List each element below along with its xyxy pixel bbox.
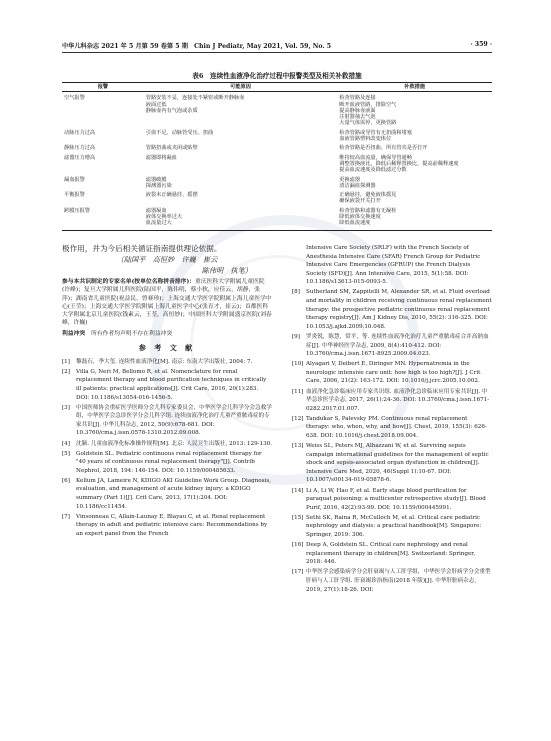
reference-item: [62, 513, 272, 539]
remedy-line: 更换滤器: [339, 176, 361, 183]
reference-number: [11]: [292, 388, 304, 395]
reference-text: Sethi SK, Raina R, McCulloch M, et al. Critical care pediatric nephrology and dialysis: a practical handbook[M]. Singapore: Springer, 2019: 306.: [306, 514, 482, 538]
references-list-left: [62, 358, 272, 539]
coi-label: 利益冲突: [62, 330, 86, 337]
reference-text: 罗炎锐，陈慧，常平，等. 连续性血液净化治疗儿童严重脓毒症合并高钠血症[J]. 中华神经医学杂志, 2009, 8(4):410-412. DOI: 10.3760/cma.j.issn.1671-8925.2009.04.023.: [306, 333, 489, 358]
reference-item: [292, 333, 492, 359]
reference-text: Weiss SL, Peters MJ, Alhazzani W, et al. Surviving sepsis campaign international guidelines for the management of septic shock and sepsis-associated organ dysfunction in children[J]. Intensive Care Med, 2020, 46(Suppl 1):10-67. DOI: 10.1007/s00134-019-05878-6.: [306, 443, 489, 484]
remedy-line: 维持较高血流量，确保导管通畅: [339, 154, 412, 161]
reference-text: Tandukar S, Palevsky PM. Continuous renal replacement therapy: who, when, why, and how[J]. Chest, 2019, 155(3): 626-638. DOI: 10.1016/j.chest.2018.09.004.: [306, 415, 487, 439]
authors-line-1: （陆国平 高恒妙 许巍 崔云: [116, 255, 218, 264]
causes-cell: [144, 145, 338, 154]
cause-line: 液袋未正确悬挂、摇摆: [145, 192, 198, 199]
remedies-cell: [337, 92, 492, 130]
reference-text: 黎磊石，季大玺. 连续性血液净化[M]. 南京: 东南大学出版社, 2004: 7.: [76, 358, 253, 365]
conflict-of-interest: [62, 330, 272, 338]
reference-text: Sutherland SM, Zappitelli M, Alexander SR, et al. Fluid overload and mortality in children receiving continuous renal replacement therapy: the prospective pediatric continuous renal replacement therapy registry[J]. Am J Kidney Dis, 2010, 55(2): 316-325. DOI: 10.1053/j.ajkd.2009.10.048.: [306, 289, 492, 330]
right-column: [292, 244, 492, 596]
causes-cell: [144, 130, 338, 146]
reference-text: Goldstein SL. Pediatric continuous renal replacement therapy for "40 years of continuous renal replacement therapy"[J]. Contrib Nephrol, 2018, 194: 146-154. DOI: 10.1159/000485633.: [76, 450, 262, 474]
references-list-right: [292, 244, 492, 594]
cause-line: 液面过低: [145, 101, 167, 108]
causes-cell: [144, 92, 338, 130]
table-row: [62, 192, 492, 208]
reference-item: [292, 360, 492, 386]
table-row: [62, 155, 492, 177]
cause-line: 探测器污染: [145, 182, 172, 189]
reference-item: [62, 450, 272, 476]
references-heading: 参 考 文 献: [138, 343, 196, 353]
reference-number: [10]: [292, 361, 304, 368]
reference-number: [6]: [62, 477, 70, 484]
reference-text: 中国医师协会重症医学医师分会儿科专家委员会，中华医学会儿科学分会急救学组，中华医学会急诊医学分会儿科学组. 连续血液净化治疗儿童严重脓毒症的专家共识[J]. 中华儿科杂志, 2012, 50(9):678-681. DOI: 10.3760/cma.j.issn.0578-1310.2012.09.008.: [76, 404, 272, 437]
remedy-line: 调整置换液比，降低后稀释置换比，提高前稀释速度: [339, 160, 459, 167]
reference-number: [12]: [292, 415, 304, 422]
reference-item: [292, 415, 492, 441]
running-header: [62, 41, 492, 50]
cause-line: 液体交换率过大: [145, 214, 183, 221]
remedies-cell: [337, 192, 492, 208]
remedy-line: 提高静脉壶液面: [339, 107, 376, 114]
causes-cell: [144, 192, 338, 208]
col-header-causes: 可能原因: [144, 83, 338, 92]
reference-item: [62, 358, 272, 367]
reference-number: [13]: [292, 443, 304, 450]
alarm-type: 静脉压力过高: [64, 145, 96, 152]
reference-text: Alyagari V, Deibert E, Diringer MN. Hypernatremia in the neurologic intensive care unit: how high is too high?[J]. J Crit Care, 2006, 21(2): 163-172. DOI: 10.1016/j.jcrc.2005.10.002.: [306, 361, 481, 385]
reference-item: [292, 541, 492, 567]
reference-item: [292, 288, 492, 331]
remedy-line: 提高血流速度及降低滤过分数: [339, 167, 407, 174]
causes-cell: [144, 155, 338, 177]
left-column: [62, 244, 272, 540]
journal-citation: 中华儿科杂志 2021 年 5 月第 59 卷第 5 期 Chin J Pediatr, May 2021, Vol. 59, No. 5: [62, 43, 332, 50]
reference-text: Vinsonneau C, Allain-Launay E, Blayau C, et al. Renal replacement therapy in adult and pediatric intensive care: Recommendations by an expert panel from the French: [76, 513, 268, 537]
alarm-type: 滤器压力增高: [64, 154, 96, 161]
coi-text: 所有作者均声明不存在利益冲突: [91, 330, 173, 337]
alarm-type: 动脉压力过高: [64, 129, 96, 136]
remedy-line: 降低血流速度: [339, 220, 371, 227]
alarm-cell: [62, 145, 144, 154]
col-header-remedies: 补救措施: [337, 83, 492, 92]
reference-item: [292, 244, 492, 287]
alarm-type: 平衡报警: [64, 192, 85, 199]
remedies-cell: [337, 177, 492, 193]
alarm-type: 漏血报警: [64, 176, 85, 183]
reference-number: [9]: [292, 333, 300, 340]
table-row: [62, 145, 492, 154]
reference-item: [292, 487, 492, 513]
table-row: [62, 130, 492, 146]
contributors-paragraph: [62, 278, 272, 328]
remedy-line: 确保液袋开关打开: [339, 198, 381, 205]
reference-number: [16]: [292, 542, 304, 549]
alarm-cell: [62, 208, 144, 230]
reference-item: [62, 477, 272, 511]
remedies-cell: [337, 145, 492, 154]
reference-number: [15]: [292, 514, 304, 521]
reference-text: Li A, Li W, Hao F, et al. Early stage blood purification for paraquat poisoning: a multicenter retrospective study[J]. Blood Purif, 2016, 42(2):93-99. DOI: 10.1159/000445991.: [306, 487, 486, 511]
reference-item: [62, 368, 272, 402]
alarm-cell: [62, 130, 144, 146]
contributors-label: 参与本共识制定的专家名单(按单位名称拼音排序)：: [62, 279, 196, 285]
remedy-line: 降低液体交换速度: [339, 214, 381, 221]
table-row: [62, 208, 492, 230]
alarm-type: 空气报警: [64, 95, 85, 102]
alarm-cell: [62, 155, 144, 177]
cause-line: 滤器即将凝血: [145, 154, 177, 161]
cause-line: 滤器破膜: [145, 176, 167, 183]
cause-line: 滤器凝血: [145, 207, 167, 214]
remedy-line: 检查管路或导管有无扭曲和堵塞: [339, 129, 412, 136]
reference-text: 沈颖. 儿童血液净化标准操作规程[M]. 北京: 人民卫生出版社, 2013: 129-130.: [76, 440, 273, 447]
cause-line: 血流量过大: [145, 220, 172, 227]
reference-item: [292, 388, 492, 414]
reference-number: [8]: [292, 289, 300, 296]
remedy-line: 检查管路和滤器有无凝栓: [339, 207, 397, 214]
table-caption: 表6 连续性血液净化治疗过程中报警类型及相关补救措施: [192, 72, 362, 80]
table-row: [62, 177, 492, 193]
alarm-cell: [62, 92, 144, 130]
alarm-table-body: [62, 92, 492, 230]
cause-line: 管路安装不妥，连接处不紧密或断开静脉壶: [145, 95, 245, 102]
reference-number: [292, 244, 306, 287]
causes-cell: [144, 177, 338, 193]
alarm-type: 跨膜压报警: [64, 207, 90, 214]
reference-text: Kellum JA, Lameire N, KDIGO AKI Guideline Work Group. Diagnosis, evaluation, and management of acute kidney injury: a KDIGO summary (Part 1)[J]. Crit Care, 2013, 17(1):204. DOI: 10.1186/cc11454.: [76, 477, 271, 510]
reference-text: Intensive Care Society (SRLF) with the French Society of Anesthesia Intensive Care (SFAR) French Group for Pediatric Intensive Care Emergencies (GFRUP) the French Dialysis Society (SFD)[J]. Ann Intensive Care, 2015, 5(1):58. DOI: 10.1186/s13613-015-0093-5.: [306, 245, 481, 286]
reference-number: [17]: [292, 569, 304, 576]
remedy-line: 大量气体需停，更换管路: [339, 120, 397, 127]
page-number: · 359 ·: [470, 41, 492, 48]
remedy-line: 断开血液管路，排除空气: [339, 101, 397, 108]
authors-block: [62, 254, 272, 276]
remedy-line: 检查管路及连接: [339, 95, 376, 102]
reference-item: [292, 514, 492, 540]
reference-item: [62, 404, 272, 438]
reference-number: [4]: [62, 440, 70, 447]
remedy-line: 血液管路塑料改变体位: [339, 136, 392, 143]
reference-item: [62, 440, 272, 449]
cause-line: 静脉壶内有气泡或杂质: [145, 107, 198, 114]
reference-number: [7]: [62, 513, 70, 520]
reference-text: Villa G, Neri M, Bellomo R, et al. Nomenclature for renal replacement therapy and blood purification techniques in critically ill patients: practical applications[J]. Crit Care, 2016, 20(1):283. DOI: 10.1186/s13054-016-1456-5.: [76, 368, 267, 401]
reference-item: [292, 442, 492, 485]
remedy-line: 检查管路是否扭曲、所有管夹是否打开: [339, 145, 428, 152]
intro-sentence: 极作用，并为今后相关循证指南提供理论依据。: [62, 244, 222, 253]
alarm-cell: [62, 177, 144, 193]
table-row: [62, 92, 492, 130]
reference-text: 中华医学会感染病学分会肝衰竭与人工肝学组，中华医学会肝病学分会重型肝病与人工肝学组. 肝衰竭诊治指南(2018 年版)[J]. 中华肝脏病杂志, 2019, 27(1):18-26. DOI:: [306, 569, 491, 593]
reference-text: Deep A, Goldstein SL. Critical care nephrology and renal replacement therapy in children[M]. Switzerland: Springer, 2018: 446.: [306, 542, 476, 566]
reference-number: [3]: [62, 404, 70, 411]
remedy-line: 注射器抽去气泡: [339, 114, 376, 121]
reference-text: 血液净化急诊临床应用专家共识组. 血液净化急诊临床应用专家共识[J]. 中华急诊医学杂志, 2017, 26(1):24-36. DOI: 10.3760/cma.j.issn.1671-0282.2017.01.007.: [306, 388, 490, 412]
col-header-alarm: 报警: [62, 83, 144, 92]
reference-item: [292, 568, 492, 594]
header-rule: [62, 52, 492, 53]
remedies-cell: [337, 155, 492, 177]
alarm-cell: [62, 192, 144, 208]
cause-line: 管路扭曲或夹闭或贴壁: [145, 145, 198, 152]
remedy-line: 清洁漏血探测器: [339, 182, 376, 189]
reference-number: [14]: [292, 487, 304, 494]
remedies-cell: [337, 208, 492, 230]
causes-cell: [144, 208, 338, 230]
reference-number: [2]: [62, 368, 70, 375]
remedies-cell: [337, 130, 492, 146]
reference-number: [5]: [62, 450, 70, 457]
remedy-line: 正确悬挂，避免液体摇晃: [339, 192, 397, 199]
cause-line: 引血不足、动脉管受压、扭曲: [145, 129, 214, 136]
reference-number: [1]: [62, 358, 70, 365]
contributors-text: 重庆医科大学附属儿童医院(许峰)；复旦大学附属儿科医院(陆国平，陈伟明，蔡小狄，应佳云，胡静，张萍)；湖南省儿童医院(祝益民，曾赛珍)；上海交通大学医学院附属上海儿童医学中心(王莹)；上海交通大学医学院附属上海儿童医学中心(张育才，崔云)；首都医科大学附属北京儿童医院(钱素云，王荃，高恒妙)；中国医科大学附属盛京医院(刘春峰，许巍): [62, 279, 272, 327]
authors-line-2: 陈伟明 执笔）: [201, 266, 252, 275]
alarm-table: [62, 82, 492, 231]
